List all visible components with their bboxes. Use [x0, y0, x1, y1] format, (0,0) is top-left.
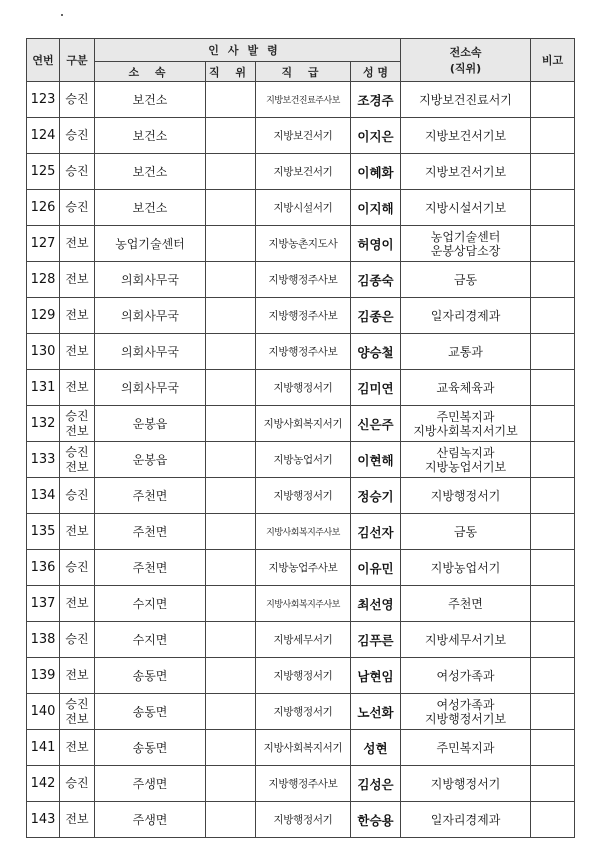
- cell-kind: [60, 226, 95, 262]
- cell-name: 최선영: [351, 586, 401, 622]
- cell-previous-dept-line: 지방농업서기: [430, 560, 501, 575]
- cell-position: [206, 802, 256, 838]
- cell-kind-line: 전보: [65, 459, 89, 474]
- cell-previous-dept: [401, 370, 531, 406]
- cell-remarks: [531, 82, 575, 118]
- cell-grade: 지방시설서기: [256, 190, 351, 226]
- cell-position: [206, 694, 256, 730]
- cell-grade: 지방행정서기: [256, 802, 351, 838]
- cell-position: [206, 262, 256, 298]
- cell-previous-dept: [401, 514, 531, 550]
- cell-grade: 지방사회복지서기: [256, 730, 351, 766]
- table-row: [27, 406, 575, 442]
- cell-grade: 지방농촌지도사: [256, 226, 351, 262]
- cell-no: 126: [27, 190, 60, 226]
- cell-name: 정승기: [351, 478, 401, 514]
- header-previous-dept-line2: (직위): [449, 62, 482, 75]
- cell-kind: [60, 442, 95, 478]
- cell-no: 124: [27, 118, 60, 154]
- table-row: [27, 586, 575, 622]
- cell-no: 130: [27, 334, 60, 370]
- table-row: [27, 334, 575, 370]
- table-row: [27, 226, 575, 262]
- cell-previous-dept: [401, 190, 531, 226]
- cell-grade: 지방행정서기: [256, 370, 351, 406]
- cell-position: [206, 226, 256, 262]
- cell-previous-dept: [401, 622, 531, 658]
- cell-previous-dept-line: 운봉상담소장: [430, 243, 501, 258]
- cell-grade: 지방사회복지주사보: [256, 514, 351, 550]
- table-row: [27, 442, 575, 478]
- cell-previous-dept-line: 주민복지과: [436, 409, 495, 424]
- table-row: [27, 298, 575, 334]
- cell-grade: 지방보건서기: [256, 118, 351, 154]
- cell-grade: 지방사회복지서기: [256, 406, 351, 442]
- cell-previous-dept-line: 농업기술센터: [430, 229, 501, 244]
- cell-dept: 보건소: [95, 190, 206, 226]
- cell-name: 이지은: [351, 118, 401, 154]
- cell-remarks: [531, 514, 575, 550]
- cell-previous-dept: [401, 766, 531, 802]
- cell-previous-dept-line: 여성가족과: [436, 668, 495, 683]
- cell-dept: 보건소: [95, 82, 206, 118]
- cell-kind-line: 전보: [65, 272, 89, 286]
- table-row: [27, 370, 575, 406]
- header-previous-dept: [401, 39, 531, 82]
- cell-name: 노선화: [351, 694, 401, 730]
- cell-kind-line: 승진: [65, 200, 89, 214]
- cell-no: 128: [27, 262, 60, 298]
- cell-previous-dept-line: 금동: [453, 272, 478, 287]
- cell-previous-dept-line: 지방행정서기: [430, 776, 501, 791]
- cell-remarks: [531, 586, 575, 622]
- cell-previous-dept-line: 주민복지과: [436, 740, 495, 755]
- cell-kind: [60, 334, 95, 370]
- cell-no: 123: [27, 82, 60, 118]
- cell-kind: [60, 262, 95, 298]
- cell-remarks: [531, 550, 575, 586]
- cell-name: 김푸른: [351, 622, 401, 658]
- cell-previous-dept-line: 지방농업서기보: [424, 459, 507, 474]
- cell-name: 양승철: [351, 334, 401, 370]
- table-row: [27, 262, 575, 298]
- cell-grade: 지방행정주사보: [256, 766, 351, 802]
- cell-dept: 주천면: [95, 478, 206, 514]
- cell-dept: 의회사무국: [95, 370, 206, 406]
- cell-dept: 의회사무국: [95, 262, 206, 298]
- cell-kind-line: 전보: [65, 711, 89, 726]
- cell-kind: [60, 190, 95, 226]
- table-row: [27, 694, 575, 730]
- cell-kind-line: 전보: [65, 668, 89, 682]
- cell-previous-dept-line: 지방보건진료서기: [419, 92, 512, 107]
- cell-remarks: [531, 370, 575, 406]
- cell-dept: 의회사무국: [95, 334, 206, 370]
- personnel-appointment-table: [26, 38, 575, 838]
- cell-position: [206, 586, 256, 622]
- cell-name: 이현해: [351, 442, 401, 478]
- cell-position: [206, 154, 256, 190]
- cell-no: 137: [27, 586, 60, 622]
- cell-position: [206, 298, 256, 334]
- cell-remarks: [531, 118, 575, 154]
- cell-previous-dept-line: 지방보건서기보: [424, 164, 507, 179]
- table-row: [27, 658, 575, 694]
- cell-name: 조경주: [351, 82, 401, 118]
- cell-previous-dept-line: 지방보건서기보: [424, 128, 507, 143]
- cell-previous-dept: [401, 82, 531, 118]
- cell-kind: [60, 550, 95, 586]
- cell-kind-line: 승진: [65, 696, 89, 711]
- cell-kind: [60, 766, 95, 802]
- table-row: [27, 82, 575, 118]
- cell-position: [206, 118, 256, 154]
- cell-kind: [60, 658, 95, 694]
- cell-name: 성현: [351, 730, 401, 766]
- table-body: [27, 82, 575, 838]
- cell-name: 김종숙: [351, 262, 401, 298]
- cell-kind: [60, 694, 95, 730]
- cell-previous-dept-line: 지방사회복지서기보: [413, 423, 518, 438]
- cell-position: [206, 442, 256, 478]
- cell-no: 125: [27, 154, 60, 190]
- cell-position: [206, 622, 256, 658]
- cell-remarks: [531, 190, 575, 226]
- cell-kind-line: 승진: [65, 164, 89, 178]
- cell-kind: [60, 298, 95, 334]
- cell-dept: 의회사무국: [95, 298, 206, 334]
- cell-remarks: [531, 694, 575, 730]
- cell-kind: [60, 514, 95, 550]
- cell-previous-dept: [401, 802, 531, 838]
- cell-remarks: [531, 334, 575, 370]
- cell-previous-dept: [401, 298, 531, 334]
- header-remarks: 비고: [531, 39, 575, 82]
- cell-kind-line: 전보: [65, 596, 89, 610]
- cell-no: 138: [27, 622, 60, 658]
- cell-previous-dept: [401, 586, 531, 622]
- scan-speck: [61, 14, 63, 16]
- cell-position: [206, 190, 256, 226]
- cell-name: 이지해: [351, 190, 401, 226]
- cell-kind: [60, 730, 95, 766]
- cell-name: 이유민: [351, 550, 401, 586]
- cell-dept: 송동면: [95, 694, 206, 730]
- cell-name: 김성은: [351, 766, 401, 802]
- cell-previous-dept-line: 교통과: [448, 344, 483, 359]
- cell-name: 이혜화: [351, 154, 401, 190]
- cell-dept: 보건소: [95, 118, 206, 154]
- cell-dept: 운봉읍: [95, 406, 206, 442]
- table-row: [27, 730, 575, 766]
- cell-remarks: [531, 298, 575, 334]
- cell-name: 김미연: [351, 370, 401, 406]
- cell-position: [206, 478, 256, 514]
- cell-kind: [60, 118, 95, 154]
- header-dept: 소 속: [95, 62, 206, 82]
- cell-grade: 지방행정서기: [256, 478, 351, 514]
- cell-kind: [60, 82, 95, 118]
- cell-no: 127: [27, 226, 60, 262]
- header-name: 성 명: [351, 62, 401, 82]
- cell-remarks: [531, 478, 575, 514]
- cell-kind: [60, 154, 95, 190]
- cell-remarks: [531, 622, 575, 658]
- cell-kind-line: 전보: [65, 344, 89, 358]
- cell-grade: 지방행정주사보: [256, 262, 351, 298]
- cell-previous-dept-line: 산림녹지과: [436, 445, 495, 460]
- table-row: [27, 766, 575, 802]
- cell-dept: 농업기술센터: [95, 226, 206, 262]
- cell-kind-line: 승진: [65, 776, 89, 790]
- cell-kind-line: 전보: [65, 524, 89, 538]
- cell-previous-dept-line: 지방행정서기: [430, 488, 501, 503]
- cell-kind-line: 승진: [65, 408, 89, 423]
- header-appointment: 인사발령: [95, 39, 401, 62]
- cell-position: [206, 766, 256, 802]
- cell-remarks: [531, 154, 575, 190]
- cell-previous-dept: [401, 694, 531, 730]
- cell-remarks: [531, 658, 575, 694]
- cell-previous-dept: [401, 334, 531, 370]
- cell-previous-dept-line: 지방세무서기보: [424, 632, 507, 647]
- table-row: [27, 802, 575, 838]
- header-kind: 구분: [60, 39, 95, 82]
- cell-position: [206, 550, 256, 586]
- cell-previous-dept: [401, 154, 531, 190]
- cell-previous-dept-line: 지방시설서기보: [424, 200, 507, 215]
- cell-kind: [60, 478, 95, 514]
- cell-no: 136: [27, 550, 60, 586]
- cell-no: 143: [27, 802, 60, 838]
- cell-no: 132: [27, 406, 60, 442]
- cell-position: [206, 370, 256, 406]
- cell-previous-dept: [401, 550, 531, 586]
- cell-position: [206, 730, 256, 766]
- cell-previous-dept: [401, 442, 531, 478]
- cell-remarks: [531, 766, 575, 802]
- cell-remarks: [531, 406, 575, 442]
- cell-name: 김선자: [351, 514, 401, 550]
- cell-grade: 지방행정주사보: [256, 298, 351, 334]
- cell-no: 141: [27, 730, 60, 766]
- cell-position: [206, 514, 256, 550]
- cell-grade: 지방행정서기: [256, 694, 351, 730]
- cell-position: [206, 658, 256, 694]
- cell-grade: 지방세무서기: [256, 622, 351, 658]
- cell-kind: [60, 406, 95, 442]
- cell-grade: 지방농업주사보: [256, 550, 351, 586]
- cell-kind-line: 승진: [65, 444, 89, 459]
- table-row: [27, 118, 575, 154]
- cell-kind-line: 전보: [65, 308, 89, 322]
- cell-previous-dept: [401, 478, 531, 514]
- cell-name: 허영이: [351, 226, 401, 262]
- cell-name: 김종은: [351, 298, 401, 334]
- cell-previous-dept-line: 교육체육과: [436, 380, 495, 395]
- cell-no: 133: [27, 442, 60, 478]
- cell-kind-line: 승진: [65, 488, 89, 502]
- cell-remarks: [531, 262, 575, 298]
- cell-kind-line: 전보: [65, 740, 89, 754]
- cell-kind-line: 승진: [65, 632, 89, 646]
- cell-dept: 수지면: [95, 622, 206, 658]
- cell-kind-line: 전보: [65, 812, 89, 826]
- cell-kind-line: 전보: [65, 380, 89, 394]
- cell-kind-line: 승진: [65, 92, 89, 106]
- cell-remarks: [531, 802, 575, 838]
- cell-kind-line: 전보: [65, 423, 89, 438]
- cell-previous-dept-line: 일자리경제과: [430, 812, 501, 827]
- table-row: [27, 622, 575, 658]
- cell-dept: 운봉읍: [95, 442, 206, 478]
- cell-remarks: [531, 730, 575, 766]
- header-no: 연번: [27, 39, 60, 82]
- cell-remarks: [531, 442, 575, 478]
- cell-kind: [60, 370, 95, 406]
- header-grade: 직 급: [256, 62, 351, 82]
- cell-previous-dept-line: 금동: [453, 524, 478, 539]
- cell-dept: 주천면: [95, 550, 206, 586]
- cell-previous-dept: [401, 730, 531, 766]
- cell-name: 남현임: [351, 658, 401, 694]
- cell-kind-line: 승진: [65, 560, 89, 574]
- cell-grade: 지방보건서기: [256, 154, 351, 190]
- cell-position: [206, 82, 256, 118]
- cell-dept: 송동면: [95, 730, 206, 766]
- cell-dept: 주생면: [95, 802, 206, 838]
- cell-position: [206, 334, 256, 370]
- cell-no: 129: [27, 298, 60, 334]
- cell-previous-dept-line: 여성가족과: [436, 697, 495, 712]
- table-row: [27, 190, 575, 226]
- cell-previous-dept-line: 일자리경제과: [430, 308, 501, 323]
- cell-no: 135: [27, 514, 60, 550]
- cell-no: 139: [27, 658, 60, 694]
- cell-kind: [60, 622, 95, 658]
- cell-grade: 지방행정주사보: [256, 334, 351, 370]
- cell-previous-dept-line: 지방행정서기보: [424, 711, 507, 726]
- cell-dept: 보건소: [95, 154, 206, 190]
- cell-grade: 지방사회복지주사보: [256, 586, 351, 622]
- cell-no: 140: [27, 694, 60, 730]
- cell-no: 142: [27, 766, 60, 802]
- cell-kind: [60, 586, 95, 622]
- cell-remarks: [531, 226, 575, 262]
- cell-no: 131: [27, 370, 60, 406]
- table-row: [27, 550, 575, 586]
- cell-previous-dept: [401, 118, 531, 154]
- cell-dept: 송동면: [95, 658, 206, 694]
- cell-dept: 주생면: [95, 766, 206, 802]
- cell-kind: [60, 802, 95, 838]
- cell-previous-dept: [401, 262, 531, 298]
- cell-name: 한승용: [351, 802, 401, 838]
- header-position: 직 위: [206, 62, 256, 82]
- table-row: [27, 478, 575, 514]
- cell-dept: 수지면: [95, 586, 206, 622]
- cell-no: 134: [27, 478, 60, 514]
- cell-kind-line: 전보: [65, 236, 89, 250]
- table-row: [27, 154, 575, 190]
- header-previous-dept-line1: 전소속: [449, 46, 482, 59]
- cell-name: 신은주: [351, 406, 401, 442]
- cell-grade: 지방보건진료주사보: [256, 82, 351, 118]
- cell-previous-dept: [401, 658, 531, 694]
- cell-dept: 주천면: [95, 514, 206, 550]
- cell-kind-line: 승진: [65, 128, 89, 142]
- cell-position: [206, 406, 256, 442]
- cell-grade: 지방농업서기: [256, 442, 351, 478]
- cell-previous-dept: [401, 406, 531, 442]
- cell-previous-dept-line: 주천면: [448, 596, 483, 611]
- cell-grade: 지방행정서기: [256, 658, 351, 694]
- table-row: [27, 514, 575, 550]
- cell-previous-dept: [401, 226, 531, 262]
